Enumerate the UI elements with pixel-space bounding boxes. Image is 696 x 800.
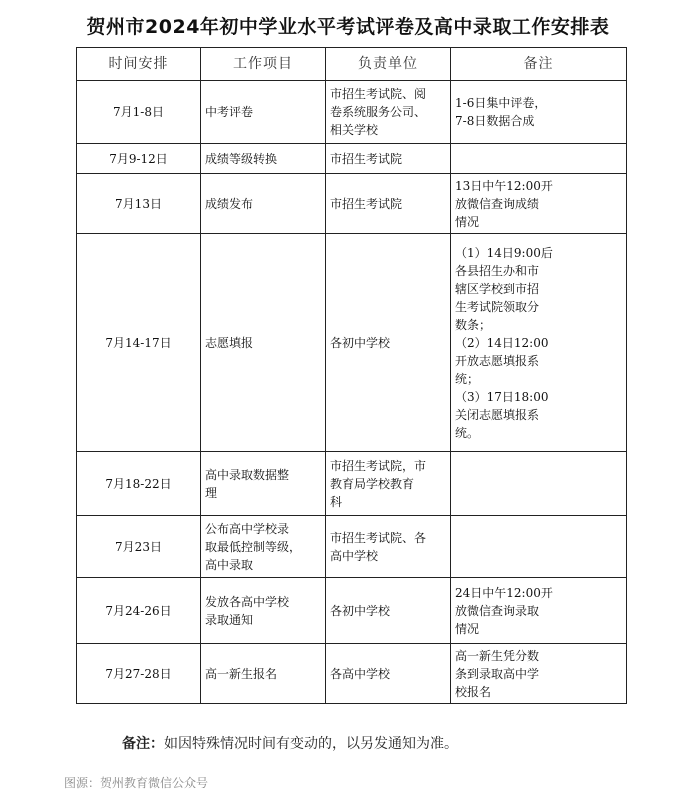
cell-unit: 各初中学校 <box>326 578 451 644</box>
header-remark: 备注 <box>451 48 627 81</box>
cell-task: 中考评卷 <box>201 81 326 144</box>
cell-unit: 市招生考试院，市 教育局学校教育 科 <box>326 452 451 516</box>
footnote-text: 如因特殊情况时间有变动的，以另发通知为准。 <box>164 736 458 752</box>
cell-task: 发放各高中学校 录取通知 <box>201 578 326 644</box>
cell-remark: 高一新生凭分数 条到录取高中学 校报名 <box>451 644 627 704</box>
table-row <box>77 578 627 644</box>
cell-time: 7月27-28日 <box>77 644 201 704</box>
cell-remark: （1）14日9:00后 各县招生办和市 辖区学校到市招 生考试院领取分 数条； （2）14日12:00 开放志愿填报系 统； （3）17日18:00 关闭志愿填报系 统。 <box>451 234 627 452</box>
table-row <box>77 452 627 516</box>
cell-remark <box>451 452 627 516</box>
footnote <box>122 733 458 753</box>
cell-task: 成绩发布 <box>201 174 326 234</box>
schedule-table <box>76 47 627 704</box>
cell-time: 7月24-26日 <box>77 578 201 644</box>
cell-unit: 市招生考试院 <box>326 144 451 174</box>
cell-unit: 各高中学校 <box>326 644 451 704</box>
cell-unit: 市招生考试院、阅 卷系统服务公司、 相关学校 <box>326 81 451 144</box>
cell-time: 7月18-22日 <box>77 452 201 516</box>
header-task: 工作项目 <box>201 48 326 81</box>
header-unit: 负责单位 <box>326 48 451 81</box>
footnote-label: 备注： <box>122 736 164 752</box>
header-time: 时间安排 <box>77 48 201 81</box>
cell-remark <box>451 516 627 578</box>
cell-remark: 13日中午12:00开 放微信查询成绩 情况 <box>451 174 627 234</box>
table-row <box>77 234 627 452</box>
image-source-caption: 图源：贺州教育微信公众号 <box>64 776 209 790</box>
cell-unit: 各初中学校 <box>326 234 451 452</box>
cell-unit: 市招生考试院 <box>326 174 451 234</box>
cell-task: 高中录取数据整 理 <box>201 452 326 516</box>
cell-time: 7月14-17日 <box>77 234 201 452</box>
cell-time: 7月1-8日 <box>77 81 201 144</box>
table-row <box>77 174 627 234</box>
cell-task: 成绩等级转换 <box>201 144 326 174</box>
cell-task: 公布高中学校录 取最低控制等级， 高中录取 <box>201 516 326 578</box>
table-row <box>77 644 627 704</box>
cell-time: 7月13日 <box>77 174 201 234</box>
page-title: 贺州市2024年初中学业水平考试评卷及高中录取工作安排表 <box>86 16 610 38</box>
table-row <box>77 81 627 144</box>
table-row <box>77 516 627 578</box>
cell-task: 志愿填报 <box>201 234 326 452</box>
table-row <box>77 144 627 174</box>
cell-remark: 24日中午12:00开 放微信查询录取 情况 <box>451 578 627 644</box>
cell-task: 高一新生报名 <box>201 644 326 704</box>
cell-remark: 1-6日集中评卷， 7-8日数据合成 <box>451 81 627 144</box>
cell-time: 7月23日 <box>77 516 201 578</box>
cell-time: 7月9-12日 <box>77 144 201 174</box>
cell-remark <box>451 144 627 174</box>
table-header-row <box>77 48 627 81</box>
cell-unit: 市招生考试院、各 高中学校 <box>326 516 451 578</box>
